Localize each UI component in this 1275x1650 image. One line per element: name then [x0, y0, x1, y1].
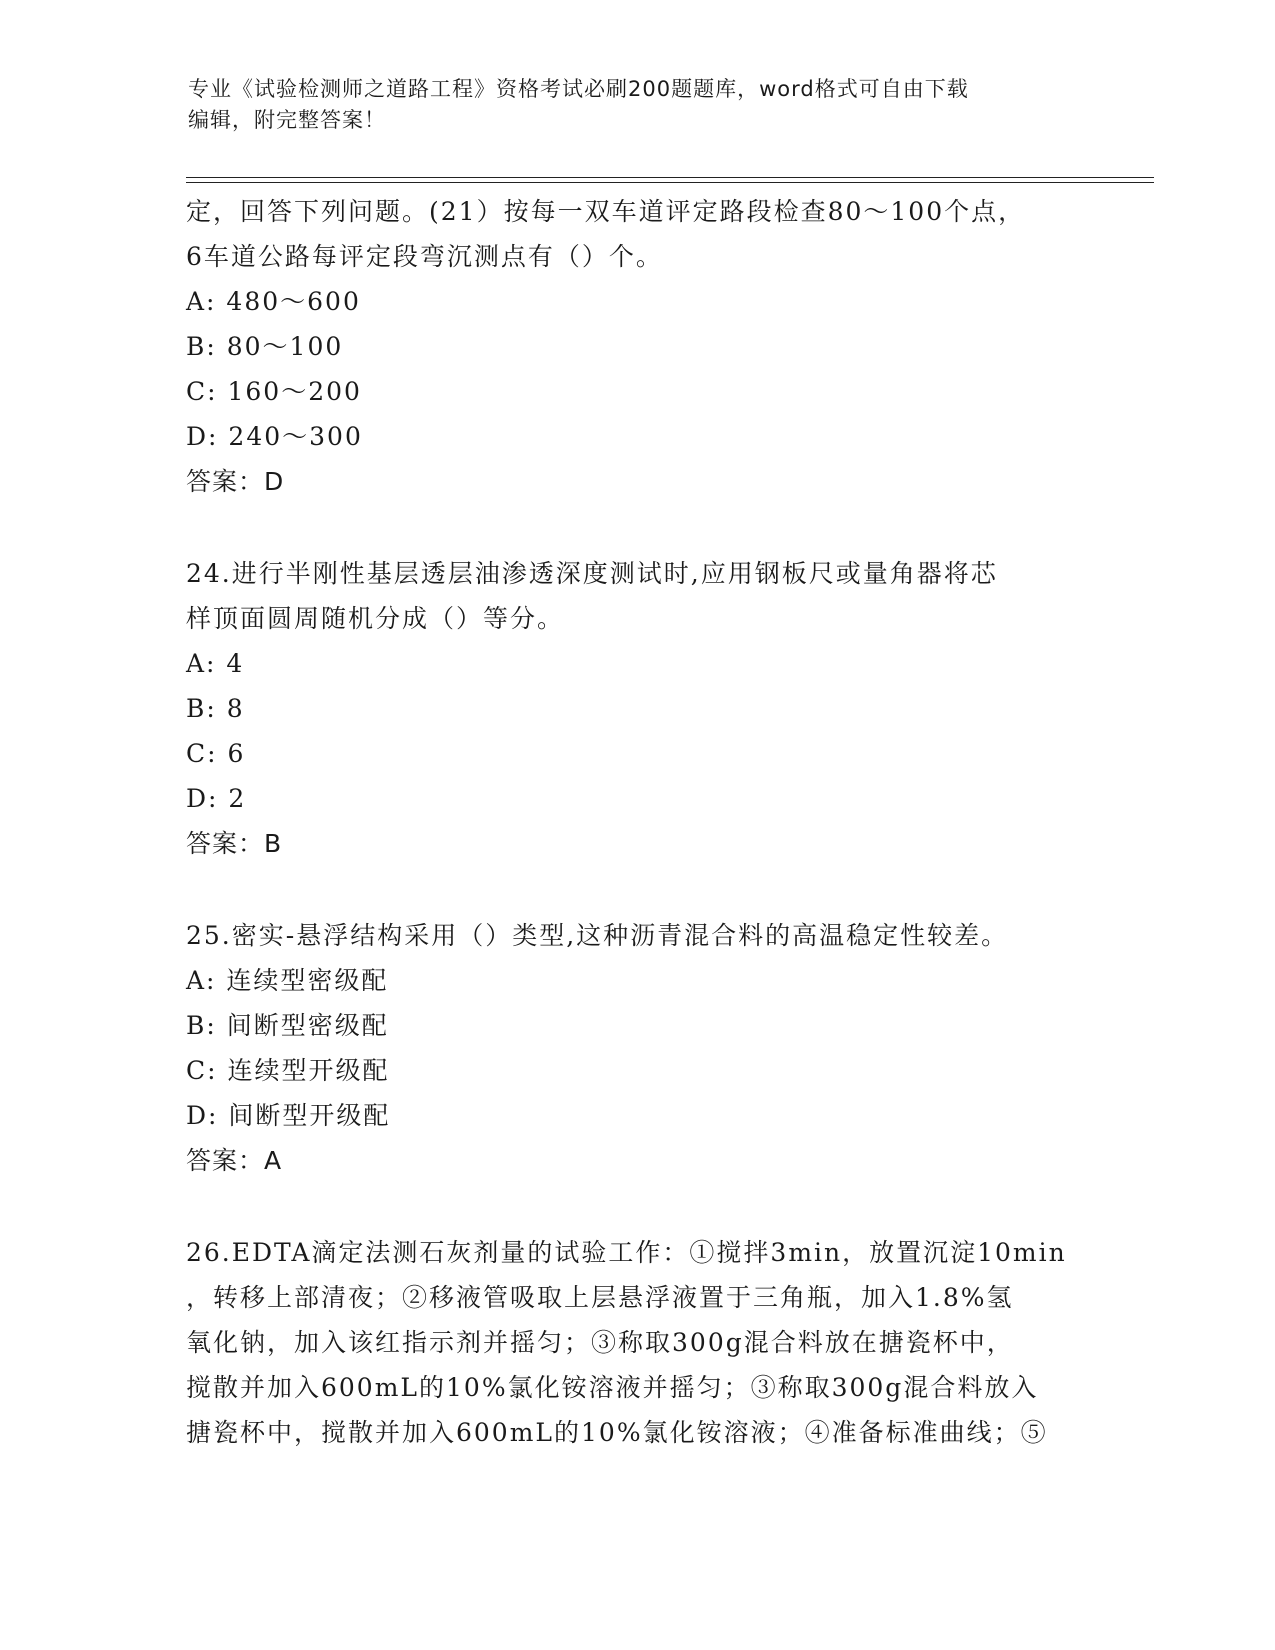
- question-text-line: 搪瓷杯中，搅散并加入600mL的10%氯化铵溶液；④准备标准曲线；⑤: [186, 1418, 1048, 1447]
- option-c: C: 6: [186, 739, 246, 768]
- question-content: [186, 189, 1086, 1455]
- option-d: D: 间断型开级配: [186, 1101, 391, 1130]
- answer-line: 答案：D: [186, 467, 285, 496]
- header-line-2: 编辑，附完整答案！: [188, 108, 386, 132]
- header-divider-bottom: [186, 182, 1154, 183]
- question-text-line: 样顶面圆周随机分成（）等分。: [186, 604, 565, 633]
- option-d: D: 240～300: [186, 422, 363, 451]
- question-text-line: 24.进行半刚性基层透层油渗透深度测试时,应用钢板尺或量角器将芯: [186, 559, 998, 588]
- header-line-1: 专业《试验检测师之道路工程》资格考试必刷200题题库，word格式可自由下载: [188, 77, 969, 101]
- option-a: A: 4: [186, 649, 245, 678]
- question-text-line: 搅散并加入600mL的10%氯化铵溶液并摇匀；③称取300g混合料放入: [186, 1373, 1039, 1402]
- question-26: [186, 1230, 1086, 1455]
- question-text-line: 定，回答下列问题。(21）按每一双车道评定路段检查80～100个点，: [186, 197, 1026, 226]
- option-a: A: 480～600: [186, 287, 361, 316]
- question-24: [186, 551, 1086, 866]
- option-b: B: 间断型密级配: [186, 1011, 389, 1040]
- option-c: C: 160～200: [186, 377, 362, 406]
- question-text-line: 26.EDTA滴定法测石灰剂量的试验工作：①搅拌3min，放置沉淀10min: [186, 1238, 1067, 1267]
- option-c: C: 连续型开级配: [186, 1056, 390, 1085]
- option-a: A: 连续型密级配: [186, 966, 389, 995]
- option-b: B: 8: [186, 694, 245, 723]
- question-text-line: 6车道公路每评定段弯沉测点有（）个。: [186, 242, 663, 271]
- answer-line: 答案：A: [186, 1146, 283, 1175]
- question-25: [186, 913, 1086, 1183]
- page-header: [188, 74, 1068, 136]
- answer-line: 答案：B: [186, 829, 283, 858]
- option-d: D: 2: [186, 784, 247, 813]
- header-divider-top: [186, 177, 1154, 178]
- question-text-line: 25.密实-悬浮结构采用（）类型,这种沥青混合料的高温稳定性较差。: [186, 921, 1009, 950]
- question-text-line: ，转移上部清夜；②移液管吸取上层悬浮液置于三角瓶，加入1.8%氢: [186, 1283, 1014, 1312]
- question-text-line: 氧化钠，加入该红指示剂并摇匀；③称取300g混合料放在搪瓷杯中，: [186, 1328, 1014, 1357]
- question-23: [186, 189, 1086, 504]
- option-b: B: 80～100: [186, 332, 344, 361]
